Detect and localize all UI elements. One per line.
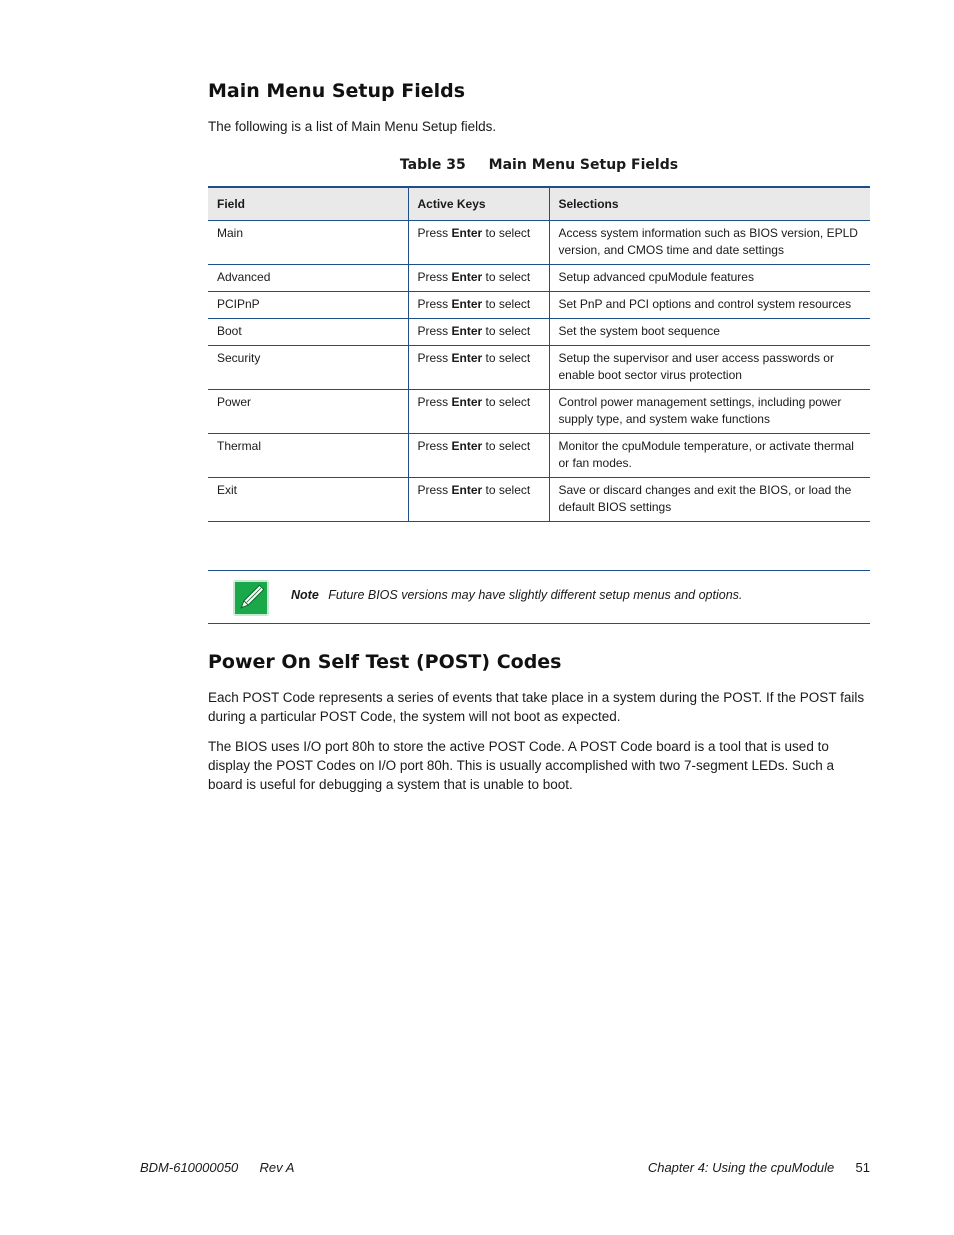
selection-cell: Access system information such as BIOS version, EPLD version, and CMOS time and date settings [549, 221, 870, 265]
selection-cell: Set PnP and PCI options and control system resources [549, 292, 870, 319]
keys-suffix: to select [482, 297, 531, 311]
keys-prefix: Press [417, 439, 452, 453]
footer-revision: Rev A [259, 1160, 295, 1175]
table-header-row [208, 187, 870, 221]
column-header-field: Field [208, 187, 408, 221]
note-label: Note [291, 588, 319, 602]
table-row [208, 346, 870, 390]
keys-suffix: to select [482, 395, 531, 409]
key-name: Enter [451, 439, 483, 453]
key-name: Enter [451, 297, 483, 311]
keys-suffix: to select [482, 226, 531, 240]
column-header-active-keys: Active Keys [408, 187, 549, 221]
keys-suffix: to select [482, 439, 531, 453]
field-cell: Main [208, 221, 408, 265]
field-cell: Boot [208, 319, 408, 346]
field-cell: Advanced [208, 265, 408, 292]
keys-cell [408, 221, 549, 265]
selection-cell: Setup advanced cpuModule features [549, 265, 870, 292]
keys-suffix: to select [482, 351, 531, 365]
column-header-selections: Selections [549, 187, 870, 221]
selection-cell: Setup the supervisor and user access passwords or enable boot sector virus protection [549, 346, 870, 390]
table-number: Table 35 [399, 157, 466, 173]
selection-cell: Monitor the cpuModule temperature, or activate thermal or fan modes. [549, 434, 870, 478]
footer-right [648, 1160, 870, 1175]
keys-suffix: to select [482, 270, 531, 284]
table-title: Main Menu Setup Fields [488, 157, 679, 173]
table-row [208, 319, 870, 346]
keys-cell [408, 292, 549, 319]
keys-prefix: Press [417, 351, 452, 365]
note-box [208, 570, 870, 624]
keys-prefix: Press [417, 395, 452, 409]
field-cell: PCIPnP [208, 292, 408, 319]
main-menu-fields-table [208, 186, 870, 522]
key-name: Enter [451, 351, 483, 365]
table-row [208, 390, 870, 434]
keys-cell [408, 390, 549, 434]
footer-doc-id: BDM-610000050 [140, 1160, 239, 1175]
table-row [208, 221, 870, 265]
key-name: Enter [451, 483, 483, 497]
table-row [208, 292, 870, 319]
table-row [208, 265, 870, 292]
keys-prefix: Press [417, 324, 452, 338]
keys-prefix: Press [417, 226, 452, 240]
keys-cell [408, 478, 549, 522]
section-title-post-codes: Power On Self Test (POST) Codes [208, 651, 562, 673]
table-row [208, 478, 870, 522]
post-paragraph-2: The BIOS uses I/O port 80h to store the active POST Code. A POST Code board is a tool that is used to display the POST Codes on I/O port 80h. This is usually accomplished with two 7-segment LEDs. Such a board is useful for debugging a system that is unable to boot. [208, 739, 835, 792]
selection-cell: Set the system boot sequence [549, 319, 870, 346]
table-caption [208, 157, 870, 173]
field-cell: Power [208, 390, 408, 434]
key-name: Enter [451, 270, 483, 284]
field-cell: Security [208, 346, 408, 390]
keys-prefix: Press [417, 270, 452, 284]
field-cell: Exit [208, 478, 408, 522]
pencil-note-icon [233, 580, 269, 616]
keys-prefix: Press [417, 297, 452, 311]
keys-cell [408, 434, 549, 478]
key-name: Enter [451, 395, 483, 409]
selection-cell: Save or discard changes and exit the BIOS, or load the default BIOS settings [549, 478, 870, 522]
keys-cell [408, 265, 549, 292]
note-body: Future BIOS versions may have slightly different setup menus and options. [328, 588, 743, 602]
field-cell: Thermal [208, 434, 408, 478]
page-number: 51 [855, 1160, 870, 1175]
intro-paragraph: The following is a list of Main Menu Setup fields. [208, 119, 497, 134]
key-name: Enter [451, 324, 483, 338]
selection-cell: Control power management settings, including power supply type, and system wake functions [549, 390, 870, 434]
keys-prefix: Press [417, 483, 452, 497]
note-text [291, 588, 742, 602]
post-paragraph-1: Each POST Code represents a series of events that take place in a system during the POST. If the POST fails during a particular POST Code, the system will not boot as expected. [208, 690, 865, 724]
footer-left [140, 1160, 294, 1175]
keys-cell [408, 319, 549, 346]
keys-cell [408, 346, 549, 390]
key-name: Enter [451, 226, 483, 240]
footer-chapter: Chapter 4: Using the cpuModule [647, 1160, 835, 1175]
keys-suffix: to select [482, 324, 531, 338]
table-row [208, 434, 870, 478]
section-title-main-menu: Main Menu Setup Fields [208, 80, 466, 102]
keys-suffix: to select [482, 483, 531, 497]
